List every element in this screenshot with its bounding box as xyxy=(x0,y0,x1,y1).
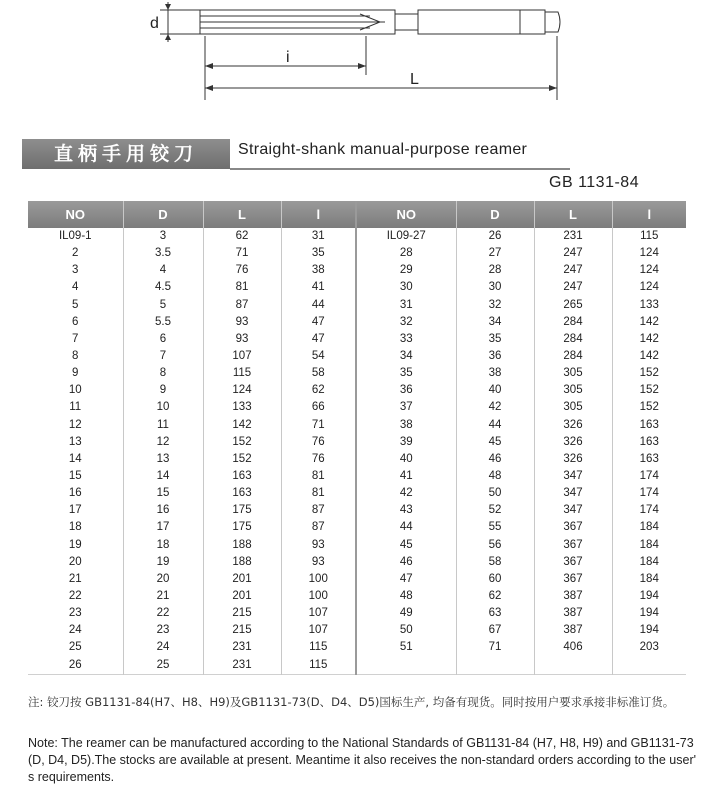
table-cell: 2 xyxy=(72,247,79,260)
table-cell: 11 xyxy=(69,401,82,414)
table-cell: 27 xyxy=(456,245,534,262)
table-cell: 25 xyxy=(123,657,203,675)
table-cell: 81 xyxy=(281,485,356,502)
table-cell: 184 xyxy=(612,537,686,554)
table-cell: 152 xyxy=(612,399,686,416)
table-cell: 51 xyxy=(356,639,456,656)
table-cell: 15 xyxy=(68,470,82,483)
table-cell: 38 xyxy=(456,365,534,382)
table-cell: 16 xyxy=(123,502,203,519)
table-cell: 87 xyxy=(203,297,281,314)
table-row xyxy=(28,519,686,536)
table-cell: 81 xyxy=(203,279,281,296)
table-cell: 87 xyxy=(281,502,356,519)
table-cell: 247 xyxy=(534,279,612,296)
table-cell: 163 xyxy=(203,468,281,485)
table-cell: 54 xyxy=(281,348,356,365)
table-row xyxy=(28,297,686,314)
table-cell: 184 xyxy=(612,554,686,571)
table-cell: 347 xyxy=(534,468,612,485)
table-cell: 3 xyxy=(72,264,79,277)
table-cell: 56 xyxy=(456,537,534,554)
table-cell: 133 xyxy=(203,399,281,416)
table-cell: 152 xyxy=(203,451,281,468)
table-row xyxy=(28,314,686,331)
table-cell: 184 xyxy=(612,571,686,588)
table-cell: 35 xyxy=(281,245,356,262)
table-cell: 19 xyxy=(68,538,82,551)
table-cell: 115 xyxy=(281,657,356,675)
table-cell: 48 xyxy=(456,468,534,485)
table-cell: 23 xyxy=(68,607,82,620)
table-cell xyxy=(612,657,686,675)
table-cell: 215 xyxy=(203,605,281,622)
table-cell: 38 xyxy=(356,417,456,434)
table-cell: 26 xyxy=(68,658,82,671)
table-cell: 41 xyxy=(356,468,456,485)
table-cell: 406 xyxy=(534,639,612,656)
table-cell: 142 xyxy=(203,417,281,434)
table-cell: 50 xyxy=(356,622,456,639)
title-underline xyxy=(230,168,570,170)
table-cell: 194 xyxy=(612,605,686,622)
table-cell: 31 xyxy=(281,228,356,245)
title-chinese: 直柄手用铰刀 xyxy=(22,139,230,169)
header-l-flute: l xyxy=(281,201,356,228)
section-title-bar xyxy=(22,139,702,173)
table-cell: 52 xyxy=(456,502,534,519)
table-cell: 18 xyxy=(68,521,82,534)
table-cell: 44 xyxy=(356,519,456,536)
table-row xyxy=(28,571,686,588)
table-cell: 43 xyxy=(356,502,456,519)
table-cell: 107 xyxy=(281,622,356,639)
table-cell: 124 xyxy=(612,279,686,296)
table-cell: 231 xyxy=(203,639,281,656)
table-cell: 163 xyxy=(612,417,686,434)
table-cell: 14 xyxy=(123,468,203,485)
table-row xyxy=(28,554,686,571)
table-cell: 215 xyxy=(203,622,281,639)
table-cell: 142 xyxy=(612,314,686,331)
table-cell: 76 xyxy=(281,451,356,468)
table-row xyxy=(28,537,686,554)
table-cell: 34 xyxy=(456,314,534,331)
header-d: D xyxy=(456,201,534,228)
table-cell: 367 xyxy=(534,554,612,571)
table-cell: 47 xyxy=(281,331,356,348)
table-cell: 30 xyxy=(356,279,456,296)
table-cell: 10 xyxy=(123,399,203,416)
table-cell: 93 xyxy=(281,537,356,554)
flute-length-label: i xyxy=(286,49,290,66)
table-cell xyxy=(534,657,612,675)
table-cell: 107 xyxy=(281,605,356,622)
table-row xyxy=(28,588,686,605)
table-cell: 42 xyxy=(356,485,456,502)
table-cell: IL09-1 xyxy=(58,230,92,243)
title-english: Straight-shank manual-purpose reamer xyxy=(238,141,528,158)
table-cell: 58 xyxy=(281,365,356,382)
table-cell: 284 xyxy=(534,348,612,365)
table-cell: 22 xyxy=(123,605,203,622)
table-cell: 203 xyxy=(612,639,686,656)
table-cell: 45 xyxy=(356,537,456,554)
table-cell: 25 xyxy=(68,641,82,654)
table-row xyxy=(28,639,686,656)
table-cell: 67 xyxy=(456,622,534,639)
table-cell: 174 xyxy=(612,468,686,485)
table-cell: 41 xyxy=(281,279,356,296)
table-cell: 175 xyxy=(203,519,281,536)
table-cell: 124 xyxy=(612,262,686,279)
table-cell: 19 xyxy=(123,554,203,571)
table-row xyxy=(28,468,686,485)
reamer-diagram xyxy=(0,0,718,120)
table-cell: 265 xyxy=(534,297,612,314)
table-cell: 42 xyxy=(456,399,534,416)
table-cell: 24 xyxy=(68,624,82,637)
table-cell: 347 xyxy=(534,485,612,502)
table-cell: 184 xyxy=(612,519,686,536)
table-cell: 152 xyxy=(203,434,281,451)
table-cell: 4 xyxy=(72,281,79,294)
table-row xyxy=(28,657,686,675)
table-cell: 305 xyxy=(534,399,612,416)
table-row xyxy=(28,279,686,296)
table-cell: 7 xyxy=(72,332,79,345)
table-cell: 3 xyxy=(123,228,203,245)
table-cell: 100 xyxy=(281,588,356,605)
standard-code: GB 1131-84 xyxy=(549,174,640,191)
table-cell: 387 xyxy=(534,605,612,622)
table-cell xyxy=(356,657,456,675)
table-cell: 305 xyxy=(534,382,612,399)
table-cell: 201 xyxy=(203,588,281,605)
table-cell: 326 xyxy=(534,417,612,434)
table-cell: 142 xyxy=(612,348,686,365)
table-cell: 18 xyxy=(123,537,203,554)
table-cell: 152 xyxy=(612,365,686,382)
table-cell: 326 xyxy=(534,434,612,451)
table-cell: 36 xyxy=(356,382,456,399)
table-cell: 28 xyxy=(356,245,456,262)
table-cell: 71 xyxy=(203,245,281,262)
table-cell: 174 xyxy=(612,485,686,502)
table-cell: 8 xyxy=(72,350,79,363)
table-row xyxy=(28,262,686,279)
table-cell: 46 xyxy=(456,451,534,468)
note-english: Note: The reamer can be manufactured according to the National Standards of GB1131-84 (H7, H8, H9) and GB1131-73 (D, D4, D5).The stocks are available at present. Meantime it also receives the non-standard orders according to the user' s requirements. xyxy=(28,736,696,784)
table-cell: 15 xyxy=(123,485,203,502)
table-cell: 174 xyxy=(612,502,686,519)
table-cell: 93 xyxy=(203,331,281,348)
diameter-label: d xyxy=(150,15,159,32)
total-length-label: L xyxy=(410,71,419,88)
table-cell: 76 xyxy=(281,434,356,451)
table-cell: 3.5 xyxy=(123,245,203,262)
table-row xyxy=(28,382,686,399)
table-cell: 28 xyxy=(456,262,534,279)
table-cell: 20 xyxy=(68,555,82,568)
header-d: D xyxy=(123,201,203,228)
table-cell: 163 xyxy=(612,451,686,468)
table-cell: 62 xyxy=(203,228,281,245)
table-cell: 16 xyxy=(68,487,82,500)
table-row xyxy=(28,365,686,382)
table-cell: 284 xyxy=(534,314,612,331)
table-cell: 11 xyxy=(123,417,203,434)
table-cell: 71 xyxy=(456,639,534,656)
table-cell: 62 xyxy=(456,588,534,605)
table-cell: 20 xyxy=(123,571,203,588)
table-cell: 46 xyxy=(356,554,456,571)
table-cell: 115 xyxy=(203,365,281,382)
table-cell: 231 xyxy=(203,657,281,675)
table-cell: 48 xyxy=(356,588,456,605)
table-cell: 10 xyxy=(68,384,82,397)
table-cell: 55 xyxy=(456,519,534,536)
table-cell: 163 xyxy=(203,485,281,502)
table-cell: 58 xyxy=(456,554,534,571)
table-row xyxy=(28,622,686,639)
table-cell: 4 xyxy=(123,262,203,279)
table-cell: 305 xyxy=(534,365,612,382)
table-cell: 6 xyxy=(123,331,203,348)
table-cell: 17 xyxy=(68,504,82,517)
table-cell: 17 xyxy=(123,519,203,536)
table-cell: 100 xyxy=(281,571,356,588)
table-cell: IL09-27 xyxy=(356,228,456,245)
table-cell: 37 xyxy=(356,399,456,416)
table-cell: 9 xyxy=(123,382,203,399)
table-cell: 31 xyxy=(356,297,456,314)
spec-table xyxy=(28,201,686,675)
table-cell: 13 xyxy=(123,451,203,468)
table-row xyxy=(28,399,686,416)
table-cell: 81 xyxy=(281,468,356,485)
header-l-flute: l xyxy=(612,201,686,228)
table-cell: 124 xyxy=(203,382,281,399)
table-cell: 124 xyxy=(612,245,686,262)
table-cell: 22 xyxy=(68,590,82,603)
table-row xyxy=(28,245,686,262)
table-cell: 36 xyxy=(456,348,534,365)
table-cell: 152 xyxy=(612,382,686,399)
table-cell: 188 xyxy=(203,537,281,554)
note-chinese: 注: 铰刀按 GB1131-84(H7、H8、H9)及GB1131-73(D、D4、D5)国标生产, 均备有现货。同时按用户要求承接非标准订货。 xyxy=(28,695,675,709)
table-cell: 163 xyxy=(612,434,686,451)
table-cell: 34 xyxy=(356,348,456,365)
table-cell: 367 xyxy=(534,571,612,588)
table-cell: 71 xyxy=(281,417,356,434)
table-cell: 12 xyxy=(68,418,82,431)
table-cell: 284 xyxy=(534,331,612,348)
header-l-total: L xyxy=(534,201,612,228)
table-cell: 247 xyxy=(534,262,612,279)
table-cell: 21 xyxy=(68,572,82,585)
table-cell: 367 xyxy=(534,537,612,554)
table-cell: 76 xyxy=(203,262,281,279)
table-row xyxy=(28,228,686,245)
table-cell xyxy=(456,657,534,675)
table-cell: 50 xyxy=(456,485,534,502)
table-cell: 24 xyxy=(123,639,203,656)
header-l-total: L xyxy=(203,201,281,228)
table-cell: 93 xyxy=(281,554,356,571)
table-cell: 326 xyxy=(534,451,612,468)
table-cell: 39 xyxy=(356,434,456,451)
table-cell: 188 xyxy=(203,554,281,571)
table-cell: 12 xyxy=(123,434,203,451)
table-cell: 5.5 xyxy=(123,314,203,331)
table-row xyxy=(28,605,686,622)
table-cell: 247 xyxy=(534,245,612,262)
table-cell: 26 xyxy=(456,228,534,245)
header-no: NO xyxy=(356,201,456,228)
table-cell: 23 xyxy=(123,622,203,639)
table-cell: 49 xyxy=(356,605,456,622)
table-cell: 347 xyxy=(534,502,612,519)
table-row xyxy=(28,348,686,365)
table-cell: 7 xyxy=(123,348,203,365)
table-cell: 8 xyxy=(123,365,203,382)
table-cell: 29 xyxy=(356,262,456,279)
table-cell: 6 xyxy=(72,315,79,328)
table-cell: 133 xyxy=(612,297,686,314)
table-cell: 60 xyxy=(456,571,534,588)
table-cell: 47 xyxy=(281,314,356,331)
table-cell: 387 xyxy=(534,622,612,639)
table-cell: 33 xyxy=(356,331,456,348)
table-cell: 40 xyxy=(356,451,456,468)
table-cell: 9 xyxy=(72,367,79,380)
table-cell: 115 xyxy=(612,228,686,245)
table-cell: 107 xyxy=(203,348,281,365)
header-no: NO xyxy=(28,201,123,228)
table-cell: 21 xyxy=(123,588,203,605)
table-header-row xyxy=(28,201,686,228)
table-cell: 32 xyxy=(456,297,534,314)
table-cell: 231 xyxy=(534,228,612,245)
table-cell: 45 xyxy=(456,434,534,451)
table-cell: 44 xyxy=(456,417,534,434)
table-cell: 194 xyxy=(612,622,686,639)
table-cell: 13 xyxy=(68,435,82,448)
table-cell: 30 xyxy=(456,279,534,296)
table-body xyxy=(28,228,686,674)
table-cell: 38 xyxy=(281,262,356,279)
table-row xyxy=(28,331,686,348)
table-cell: 35 xyxy=(356,365,456,382)
table-cell: 367 xyxy=(534,519,612,536)
table-cell: 201 xyxy=(203,571,281,588)
table-cell: 5 xyxy=(72,298,79,311)
table-cell: 62 xyxy=(281,382,356,399)
table-cell: 32 xyxy=(356,314,456,331)
table-row xyxy=(28,485,686,502)
table-cell: 47 xyxy=(356,571,456,588)
table-cell: 66 xyxy=(281,399,356,416)
table-cell: 387 xyxy=(534,588,612,605)
table-cell: 115 xyxy=(281,639,356,656)
table-cell: 175 xyxy=(203,502,281,519)
table-cell: 194 xyxy=(612,588,686,605)
table-row xyxy=(28,451,686,468)
table-cell: 93 xyxy=(203,314,281,331)
table-cell: 5 xyxy=(123,297,203,314)
table-cell: 63 xyxy=(456,605,534,622)
table-row xyxy=(28,434,686,451)
table-row xyxy=(28,417,686,434)
table-cell: 44 xyxy=(281,297,356,314)
table-cell: 35 xyxy=(456,331,534,348)
table-cell: 40 xyxy=(456,382,534,399)
table-cell: 14 xyxy=(68,452,82,465)
table-row xyxy=(28,502,686,519)
table-cell: 4.5 xyxy=(123,279,203,296)
table-cell: 142 xyxy=(612,331,686,348)
table-cell: 87 xyxy=(281,519,356,536)
